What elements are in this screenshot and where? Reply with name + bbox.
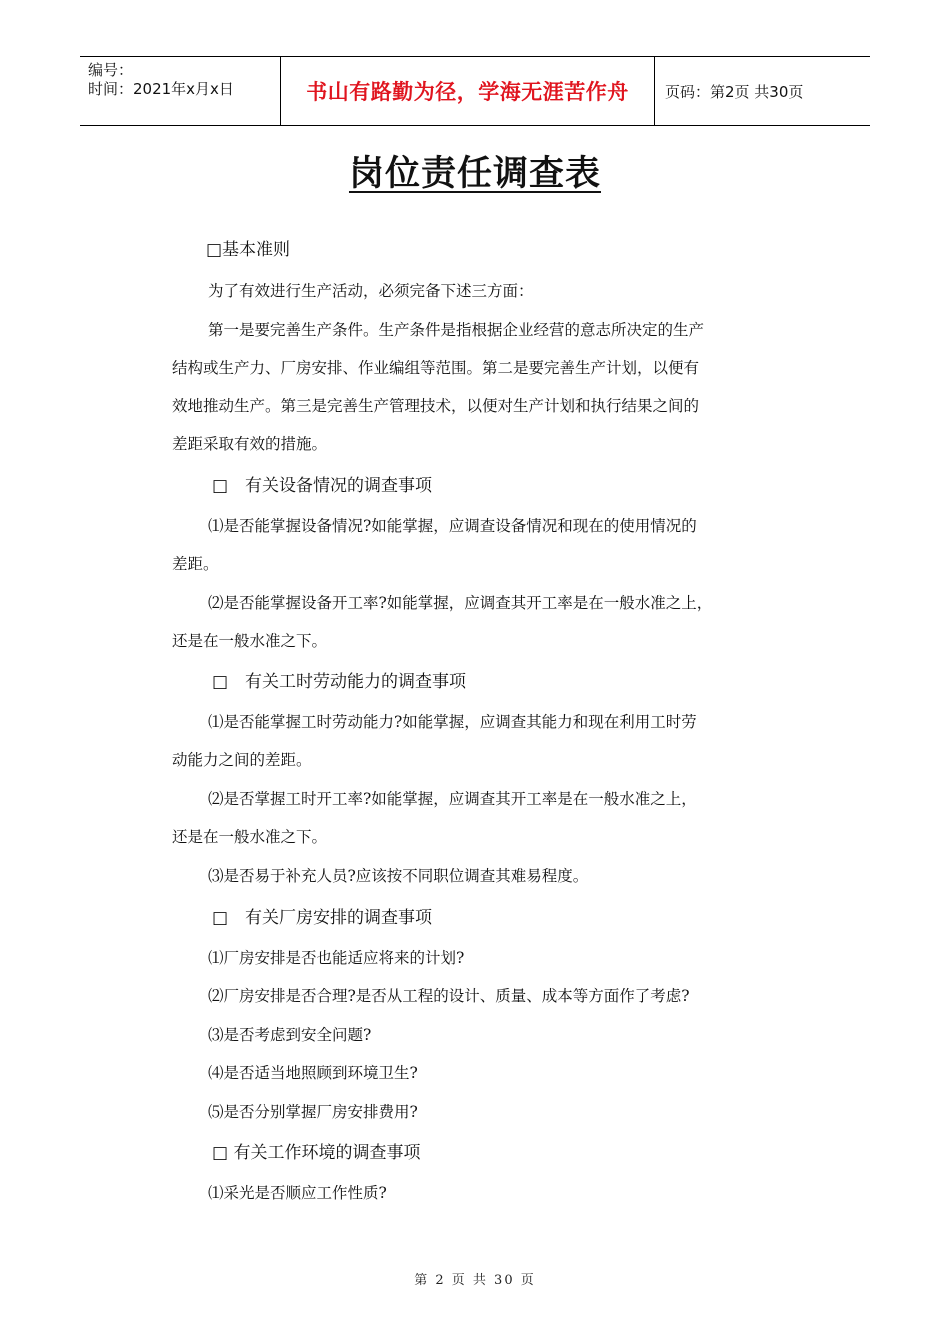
list-item-continuation: 差距。 [172,555,219,573]
list-item: ⑵是否能掌握设备开工率?如能掌握，应调查其开工率是在一般水准之上， [208,594,713,612]
list-item: ⑴厂房安排是否也能适应将来的计划? [208,949,465,967]
list-item-continuation: 还是在一般水准之下。 [172,828,328,846]
paragraph-line: 差距采取有效的措施。 [172,435,328,453]
header-table [80,56,870,126]
list-item: ⑴采光是否顺应工作性质? [208,1184,387,1202]
page-title [0,146,950,196]
serial-label: 编号： [88,61,134,79]
page-footer: 第 2 页 共 30 页 [414,1273,536,1288]
paragraph-line: 效地推动生产。第三是完善生产管理技术，以便对生产计划和执行结果之间的 [172,397,700,415]
paragraph-line: 第一是要完善生产条件。生产条件是指根据企业经营的意志所决定的生产 [208,321,705,339]
list-item: ⑴是否能掌握设备情况?如能掌握，应调查设备情况和现在的使用情况的 [208,517,697,535]
time-label: 时间：2021年x月x日 [88,80,234,98]
section-heading-equipment: □ 有关设备情况的调查事项 [212,476,433,496]
paragraph-line: 为了有效进行生产活动，必须完备下述三方面： [208,282,534,300]
page-title-text: 岗位责任调查表 [348,153,601,194]
list-item: ⑴是否能掌握工时劳动能力?如能掌握，应调查其能力和现在利用工时劳 [208,713,697,731]
list-item-continuation: 还是在一般水准之下。 [172,632,328,650]
section-heading-plant-layout: □ 有关厂房安排的调查事项 [212,908,433,928]
list-item: ⑵厂房安排是否合理?是否从工程的设计、质量、成本等方面作了考虑? [208,987,690,1005]
list-item: ⑶是否易于补充人员?应该按不同职位调查其难易程度。 [208,867,589,885]
section-heading-labor: □ 有关工时劳动能力的调查事项 [212,672,467,692]
list-item: ⑷是否适当地照顾到环境卫生? [208,1064,418,1082]
paragraph-line: 结构或生产力、厂房安排、作业编组等范围。第二是要完善生产计划，以便有 [172,359,700,377]
section-heading-work-environment: □ 有关工作环境的调查事项 [212,1143,421,1163]
page-code: 页码：第2页 共30页 [665,82,804,101]
motto: 书山有路勤为径，学海无涯苦作舟 [281,57,655,125]
list-item: ⑵是否掌握工时开工率?如能掌握，应调查其开工率是在一般水准之上， [208,790,697,808]
list-item-continuation: 动能力之间的差距。 [172,751,312,769]
list-item: ⑸是否分别掌握厂房安排费用? [208,1103,418,1121]
section-heading-basic: □基本准则 [206,240,291,260]
header-meta-cell [80,57,281,125]
list-item: ⑶是否考虑到安全问题? [208,1026,372,1044]
